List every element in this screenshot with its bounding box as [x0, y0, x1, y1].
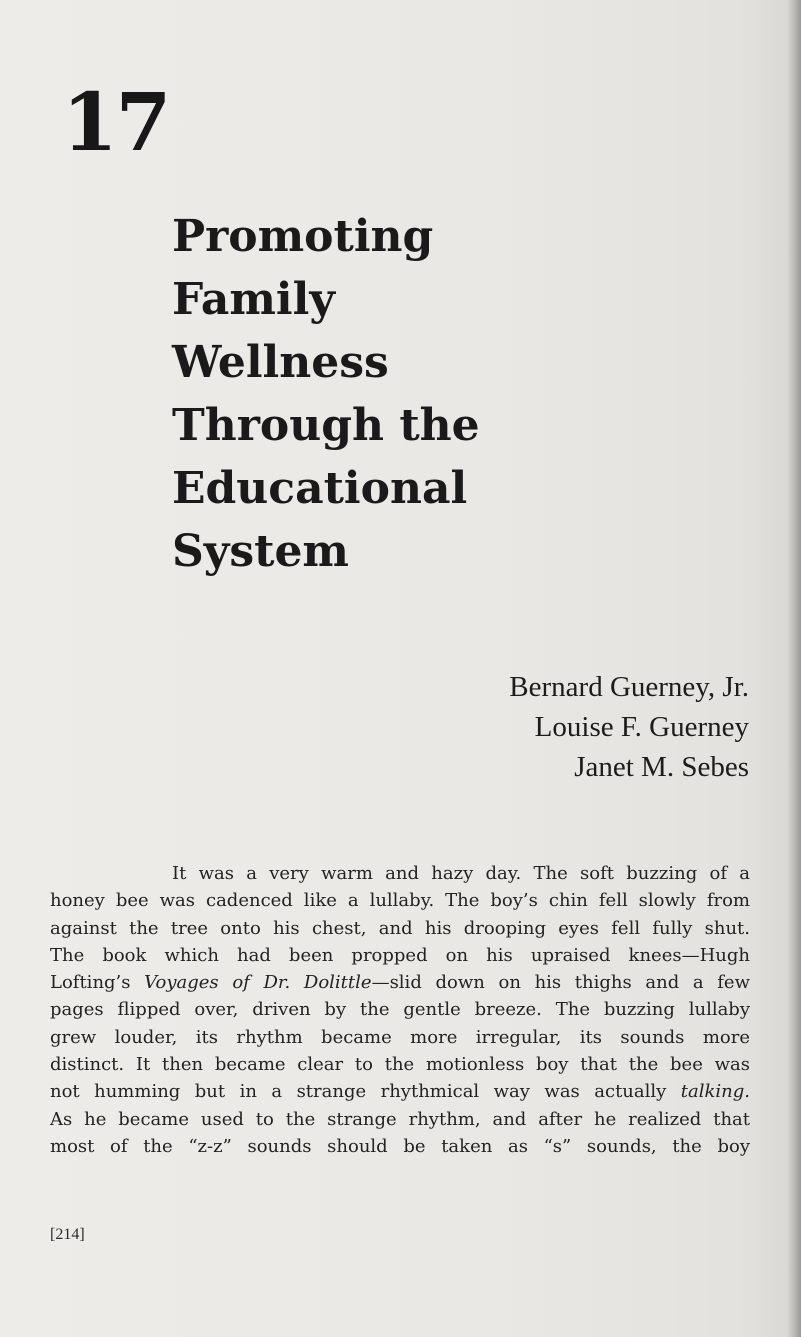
body-line: [50, 1078, 750, 1105]
chapter-title-line: Educational: [172, 463, 468, 514]
chapter-title-line: Promoting: [172, 211, 434, 262]
body-line: [50, 969, 750, 996]
body-line: against the tree onto his chest, and his drooping eyes fell fully shut.: [50, 917, 750, 939]
chapter-title-line: Through the: [172, 400, 480, 451]
chapter-title: [172, 205, 480, 583]
body-line: grew louder, its rhythm became more irregular, its sounds more: [50, 1026, 750, 1048]
chapter-title-line: Wellness: [172, 337, 389, 388]
book-title-italic: Voyages of Dr. Dolittle: [144, 972, 372, 994]
body-line: The book which had been propped on his upraised knees—Hugh: [50, 944, 750, 966]
body-line-text: Lofting’s: [50, 972, 145, 994]
body-line-text: —slid down on his thighs and a few: [371, 972, 750, 994]
body-line: most of the “z-z” sounds should be taken as “s” sounds, the boy: [50, 1135, 750, 1157]
author-name: Bernard Guerney, Jr.: [509, 671, 749, 703]
page-edge-shadow: [787, 0, 801, 1337]
body-paragraph: [50, 860, 750, 1160]
page-number: [214]: [50, 1226, 85, 1243]
emphasis-italic: talking.: [680, 1081, 750, 1103]
body-line: pages flipped over, driven by the gentle breeze. The buzzing lullaby: [50, 999, 750, 1021]
author-list: [509, 667, 749, 787]
body-line: distinct. It then became clear to the motionless boy that the bee was: [50, 1054, 750, 1076]
body-line: honey bee was cadenced like a lullaby. The boy’s chin fell slowly from: [50, 890, 750, 912]
body-line: As he became used to the strange rhythm, and after he realized that: [50, 1108, 750, 1130]
chapter-title-line: Family: [172, 274, 335, 325]
chapter-number: 17: [62, 75, 170, 169]
body-line: It was a very warm and hazy day. The soft buzzing of a: [172, 863, 750, 884]
author-name: Louise F. Guerney: [534, 711, 749, 743]
author-name: Janet M. Sebes: [574, 751, 749, 783]
chapter-title-line: System: [172, 526, 349, 577]
body-line-text: not humming but in a strange rhythmical way was actually: [50, 1081, 681, 1103]
